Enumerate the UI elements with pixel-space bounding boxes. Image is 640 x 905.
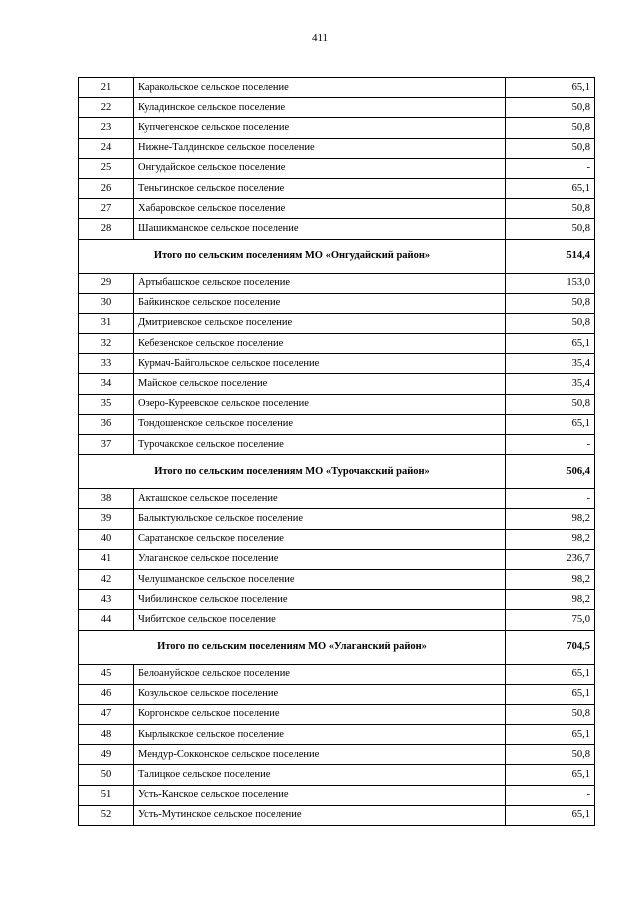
settlement-name: Талицкое сельское поселение: [134, 765, 506, 785]
settlement-name: Усть-Мутинское сельское поселение: [134, 805, 506, 825]
settlement-name: Челушманское сельское поселение: [134, 569, 506, 589]
table-row: [79, 590, 595, 610]
row-number: 21: [79, 78, 134, 98]
table-row: [79, 293, 595, 313]
row-value: 35,4: [506, 354, 595, 374]
settlement-name: Онгудайское сельское поселение: [134, 158, 506, 178]
row-number: 43: [79, 590, 134, 610]
row-number: 49: [79, 745, 134, 765]
row-value: 98,2: [506, 569, 595, 589]
row-number: 22: [79, 98, 134, 118]
subtotal-value: 704,5: [506, 630, 595, 664]
row-value: 65,1: [506, 414, 595, 434]
row-number: 50: [79, 765, 134, 785]
row-value: -: [506, 489, 595, 509]
settlements-table: [78, 77, 595, 826]
row-number: 25: [79, 158, 134, 178]
table-row: [79, 569, 595, 589]
table-row: [79, 725, 595, 745]
row-value: 65,1: [506, 725, 595, 745]
settlement-name: Усть-Канское сельское поселение: [134, 785, 506, 805]
table-row: [79, 664, 595, 684]
row-value: 65,1: [506, 78, 595, 98]
row-number: 34: [79, 374, 134, 394]
table-row: [79, 414, 595, 434]
row-value: 50,8: [506, 745, 595, 765]
settlement-name: Озеро-Куреевское сельское поселение: [134, 394, 506, 414]
row-number: 44: [79, 610, 134, 630]
table-row: [79, 684, 595, 704]
row-number: 40: [79, 529, 134, 549]
row-value: -: [506, 435, 595, 455]
table-row: [79, 394, 595, 414]
table-row: [79, 178, 595, 198]
row-number: 42: [79, 569, 134, 589]
row-number: 30: [79, 293, 134, 313]
table-row: [79, 98, 595, 118]
table-row: [79, 334, 595, 354]
table-row: [79, 509, 595, 529]
row-value: 65,1: [506, 664, 595, 684]
settlement-name: Каракольское сельское поселение: [134, 78, 506, 98]
row-number: 51: [79, 785, 134, 805]
settlement-name: Курмач-Байгольское сельское поселение: [134, 354, 506, 374]
table-row: [79, 805, 595, 825]
row-number: 41: [79, 549, 134, 569]
row-value: 50,8: [506, 219, 595, 239]
row-value: 50,8: [506, 199, 595, 219]
settlement-name: Купчегенское сельское поселение: [134, 118, 506, 138]
subtotal-label: Итого по сельским поселениям МО «Улаганский район»: [79, 630, 506, 664]
row-number: 27: [79, 199, 134, 219]
row-value: -: [506, 158, 595, 178]
row-value: 50,8: [506, 98, 595, 118]
row-number: 31: [79, 313, 134, 333]
row-value: 98,2: [506, 529, 595, 549]
row-value: 50,8: [506, 313, 595, 333]
settlement-name: Мендур-Сокконское сельское поселение: [134, 745, 506, 765]
table-row: [79, 78, 595, 98]
row-number: 24: [79, 138, 134, 158]
row-number: 23: [79, 118, 134, 138]
row-value: 65,1: [506, 178, 595, 198]
table-row: [79, 529, 595, 549]
row-number: 47: [79, 704, 134, 724]
settlement-name: Хабаровское сельское поселение: [134, 199, 506, 219]
table-row: [79, 610, 595, 630]
row-value: 75,0: [506, 610, 595, 630]
table-row: [79, 138, 595, 158]
table-row: [79, 118, 595, 138]
settlement-name: Артыбашское сельское поселение: [134, 273, 506, 293]
settlement-name: Шашикманское сельское поселение: [134, 219, 506, 239]
row-value: 50,8: [506, 118, 595, 138]
table-row: [79, 745, 595, 765]
table-row: [79, 765, 595, 785]
settlement-name: Куладинское сельское поселение: [134, 98, 506, 118]
settlement-name: Белоануйское сельское поселение: [134, 664, 506, 684]
row-number: 52: [79, 805, 134, 825]
settlement-name: Улаганское сельское поселение: [134, 549, 506, 569]
table-row: [79, 704, 595, 724]
row-number: 33: [79, 354, 134, 374]
row-value: 50,8: [506, 293, 595, 313]
settlement-name: Козульское сельское поселение: [134, 684, 506, 704]
row-value: 50,8: [506, 394, 595, 414]
row-value: 65,1: [506, 334, 595, 354]
table-body: [79, 78, 595, 826]
subtotal-label: Итого по сельским поселениям МО «Турочакский район»: [79, 455, 506, 489]
row-value: -: [506, 785, 595, 805]
table-row: [79, 313, 595, 333]
settlement-name: Саратанское сельское поселение: [134, 529, 506, 549]
table-row: [79, 219, 595, 239]
row-number: 26: [79, 178, 134, 198]
table-row: [79, 374, 595, 394]
row-value: 65,1: [506, 805, 595, 825]
settlement-name: Кебезенское сельское поселение: [134, 334, 506, 354]
table-row: [79, 435, 595, 455]
row-number: 46: [79, 684, 134, 704]
table-row: [79, 785, 595, 805]
settlement-name: Турочакское сельское поселение: [134, 435, 506, 455]
row-number: 35: [79, 394, 134, 414]
row-value: 65,1: [506, 684, 595, 704]
subtotal-value: 514,4: [506, 239, 595, 273]
row-number: 38: [79, 489, 134, 509]
row-number: 29: [79, 273, 134, 293]
table-row: [79, 549, 595, 569]
settlement-name: Майское сельское поселение: [134, 374, 506, 394]
row-value: 153,0: [506, 273, 595, 293]
settlement-name: Кырлыкское сельское поселение: [134, 725, 506, 745]
subtotal-row: [79, 239, 595, 273]
table-row: [79, 199, 595, 219]
settlement-name: Теньгинское сельское поселение: [134, 178, 506, 198]
subtotal-label: Итого по сельским поселениям МО «Онгудайский район»: [79, 239, 506, 273]
settlement-name: Дмитриевское сельское поселение: [134, 313, 506, 333]
row-value: 65,1: [506, 765, 595, 785]
settlement-name: Нижне-Талдинское сельское поселение: [134, 138, 506, 158]
settlement-name: Чибилинское сельское поселение: [134, 590, 506, 610]
row-value: 236,7: [506, 549, 595, 569]
table-row: [79, 354, 595, 374]
row-value: 98,2: [506, 590, 595, 610]
settlement-name: Тондошенское сельское поселение: [134, 414, 506, 434]
settlement-name: Коргонское сельское поселение: [134, 704, 506, 724]
row-number: 39: [79, 509, 134, 529]
table-row: [79, 489, 595, 509]
settlement-name: Балыктуюльское сельское поселение: [134, 509, 506, 529]
row-number: 28: [79, 219, 134, 239]
subtotal-row: [79, 455, 595, 489]
row-number: 32: [79, 334, 134, 354]
settlement-name: Акташское сельское поселение: [134, 489, 506, 509]
row-value: 98,2: [506, 509, 595, 529]
row-number: 45: [79, 664, 134, 684]
settlement-name: Байкинское сельское поселение: [134, 293, 506, 313]
row-value: 50,8: [506, 138, 595, 158]
table-row: [79, 273, 595, 293]
row-number: 37: [79, 435, 134, 455]
row-number: 36: [79, 414, 134, 434]
table-row: [79, 158, 595, 178]
row-number: 48: [79, 725, 134, 745]
settlement-name: Чибитское сельское поселение: [134, 610, 506, 630]
row-value: 35,4: [506, 374, 595, 394]
subtotal-row: [79, 630, 595, 664]
subtotal-value: 506,4: [506, 455, 595, 489]
page-number: 411: [311, 32, 329, 44]
row-value: 50,8: [506, 704, 595, 724]
